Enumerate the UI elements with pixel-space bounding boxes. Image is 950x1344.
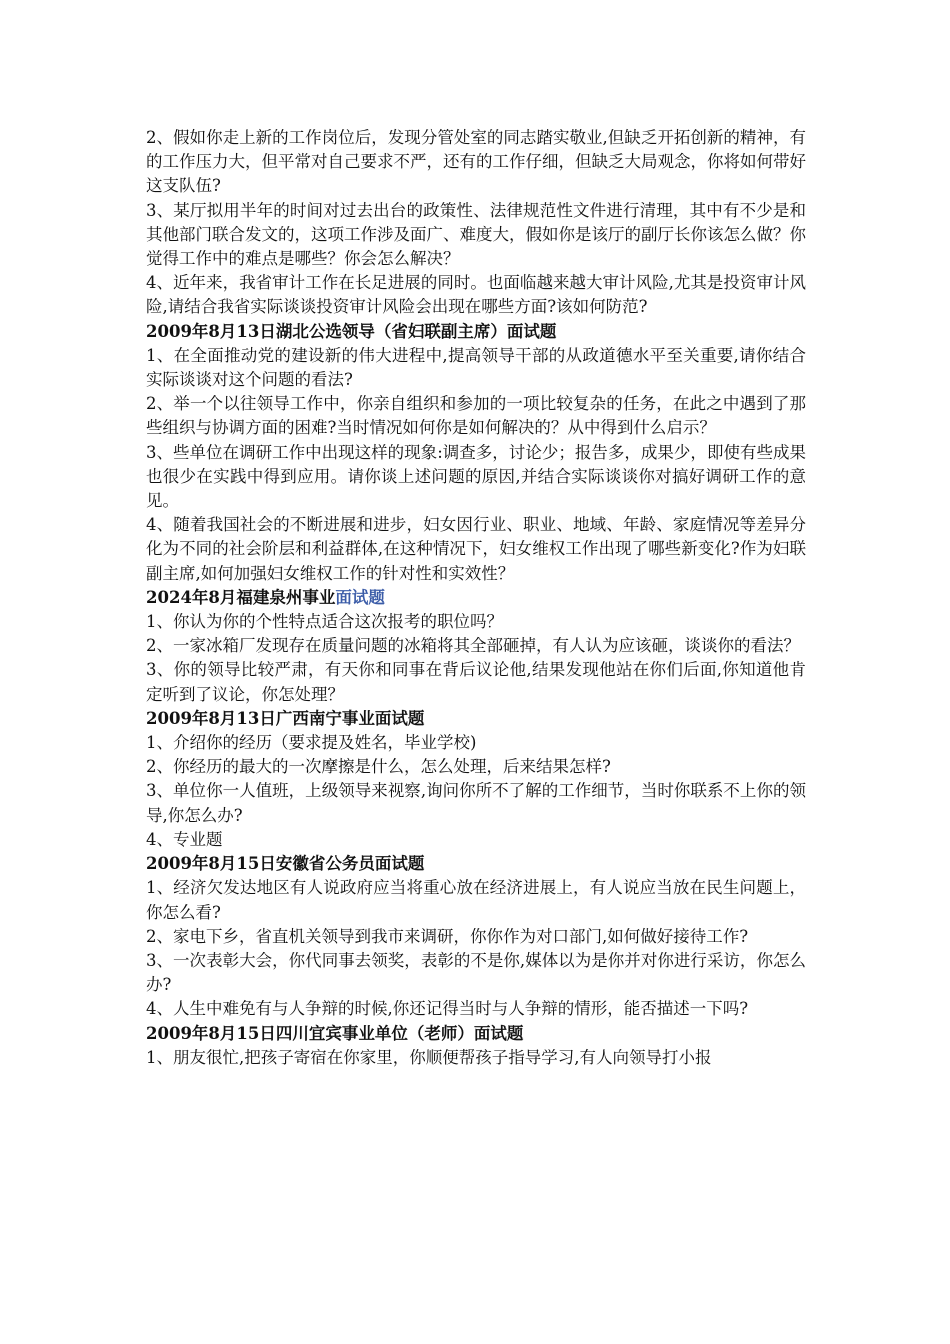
section-heading: 2009年8月13日湖北公选领导（省妇联副主席）面试题 [146,321,557,341]
question-paragraph: 1、经济欠发达地区有人说政府应当将重心放在经济进展上，有人说应当放在民生问题上，你怎么看? [146,878,806,922]
question-paragraph: 2、你经历的最大的一次摩擦是什么，怎么处理，后来结果怎样? [146,757,611,777]
document-page [146,126,806,1070]
question-paragraph: 3、些单位在调研工作中出现这样的现象:调查多，讨论少；报告多，成果少，即使有些成果也很少在实践中得到应用。请你谈上述问题的原因,并结合实际谈谈你对搞好调研工作的意见。 [146,442,806,511]
section-heading: 2009年8月15日四川宜宾事业单位（老师）面试题 [146,1023,524,1043]
section-heading [146,586,806,610]
question-paragraph: 4、近年来，我省审计工作在长足进展的同时。也面临越来越大审计风险,尤其是投资审计风险,请结合我省实际谈谈投资审计风险会出现在哪些方面?该如何防范? [146,273,806,317]
question-paragraph: 1、介绍你的经历（要求提及姓名，毕业学校) [146,733,477,753]
question-paragraph: 1、在全面推动党的建设新的伟大进程中,提高领导干部的从政道德水平至关重要,请你结合实际谈谈对这个问题的看法? [146,345,806,390]
question-paragraph: 3、某厅拟用半年的时间对过去出台的政策性、法律规范性文件进行清理，其中有不少是和其他部门联合发文的，这项工作涉及面广、难度大，假如你是该厅的副厅长你该怎么做？你觉得工作中的难点是哪些？你会怎么解决？ [146,200,806,269]
question-paragraph: 1、朋友很忙,把孩子寄宿在你家里，你顺便帮孩子指导学习,有人向领导打小报 [146,1047,712,1067]
question-paragraph: 4、随着我国社会的不断进展和进步，妇女因行业、职业、地域、年龄、家庭情况等差异分化为不同的社会阶层和利益群体,在这种情况下，妇女维权工作出现了哪些新变化?作为妇联副主席,如何加强妇女维权工作的针对性和实效性？ [146,515,806,583]
question-paragraph: 4、人生中难免有与人争辩的时候,你还记得当时与人争辩的情形，能否描述一下吗? [146,999,749,1019]
question-paragraph: 3、你的领导比较严肃，有天你和同事在背后议论他,结果发现他站在你们后面,你知道他肯定听到了议论，你怎处理？ [146,660,806,704]
question-paragraph: 3、单位你一人值班，上级领导来视察,询问你所不了解的工作细节，当时你联系不上你的领导,你怎么办? [146,781,806,825]
question-paragraph: 2、举一个以往领导工作中，你亲自组织和参加的一项比较复杂的任务，在此之中遇到了那些组织与协调方面的困难?当时情况如何你是如何解决的？从中得到什么启示？ [146,394,806,438]
section-heading-text: 2024年8月福建泉州事业 [146,587,336,607]
question-paragraph: 2、家电下乡，省直机关领导到我市来调研，你你作为对口部门,如何做好接待工作? [146,926,749,946]
section-heading: 2009年8月15日安徽省公务员面试题 [146,854,425,874]
section-heading-link[interactable]: 面试题 [335,587,385,607]
question-paragraph: 3、一次表彰大会，你代同事去领奖，表彰的不是你,媒体以为是你并对你进行采访，你怎么办? [146,950,806,995]
question-paragraph: 1、你认为你的个性特点适合这次报考的职位吗？ [146,612,503,632]
question-paragraph: 2、假如你走上新的工作岗位后，发现分管处室的同志踏实敬业,但缺乏开拓创新的精神，有的工作压力大，但平常对自己要求不严，还有的工作仔细，但缺乏大局观念，你将如何带好这支队伍? [146,128,806,196]
question-paragraph: 2、一家冰箱厂发现存在质量问题的冰箱将其全部砸掉，有人认为应该砸，谈谈你的看法？ [146,636,800,656]
section-heading: 2009年8月13日广西南宁事业面试题 [146,708,425,728]
question-paragraph: 4、专业题 [146,829,223,849]
